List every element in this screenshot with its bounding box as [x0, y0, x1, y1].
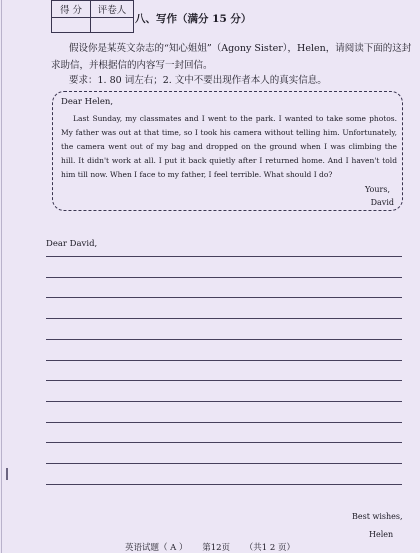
task-instructions: 假设你是某英文杂志的“知心姐姐”（Agony Sister），Helen，请阅读下面的这封求助信，并根据信的内容写一封回信。 [51, 43, 412, 71]
footer-page-number: 第12页 [202, 543, 231, 553]
answer-closing: Best wishes, [352, 512, 403, 521]
ruled-line [46, 339, 402, 340]
answer-name: Helen [369, 530, 394, 539]
margin-mark [6, 468, 8, 480]
letter-greeting: Dear Helen, [61, 97, 114, 107]
task-requirements: 要求：1. 80 词左右；2. 文中不要出现作者本人的真实信息。 [69, 75, 327, 86]
ruled-line [46, 318, 402, 319]
letter-sign-off: Yours, [364, 185, 390, 194]
grader-cell [91, 18, 134, 33]
ruled-line [46, 442, 402, 443]
ruled-line [46, 360, 402, 361]
ruled-line [46, 380, 402, 381]
answer-greeting: Dear David, [46, 239, 98, 249]
letter-signature: David [370, 198, 394, 207]
ruled-line [46, 297, 402, 298]
score-cell [52, 18, 91, 33]
grader-header: 评卷人 [91, 1, 134, 18]
score-table [51, 0, 134, 33]
letter-box [52, 91, 403, 211]
ruled-line [46, 463, 402, 464]
score-header: 得 分 [52, 1, 91, 18]
ruled-line [46, 484, 402, 485]
ruled-line [46, 277, 402, 278]
page-left-border [1, 0, 2, 553]
footer-total-pages: （共1 2 页） [244, 543, 295, 553]
letter-body: Last Sunday, my classmates and I went to the park. I wanted to take some photos. My father was out at that time, so I took his camera without telling him. Unfortunately, the camera went out of my bag and dropped on the ground when I was climbing the hill. It didn't work at all. I put it back quietly after I returned home. And I haven't told him till now. When I face to my father, I feel terrible. What should I do? [61, 114, 397, 179]
ruled-line [46, 256, 402, 257]
footer-exam-title: 英语试题（ A ） [124, 543, 188, 553]
section-title: 八、写作（满分 15 分） [135, 13, 252, 25]
ruled-line [46, 401, 402, 402]
ruled-line [46, 422, 402, 423]
page-footer [0, 541, 420, 553]
